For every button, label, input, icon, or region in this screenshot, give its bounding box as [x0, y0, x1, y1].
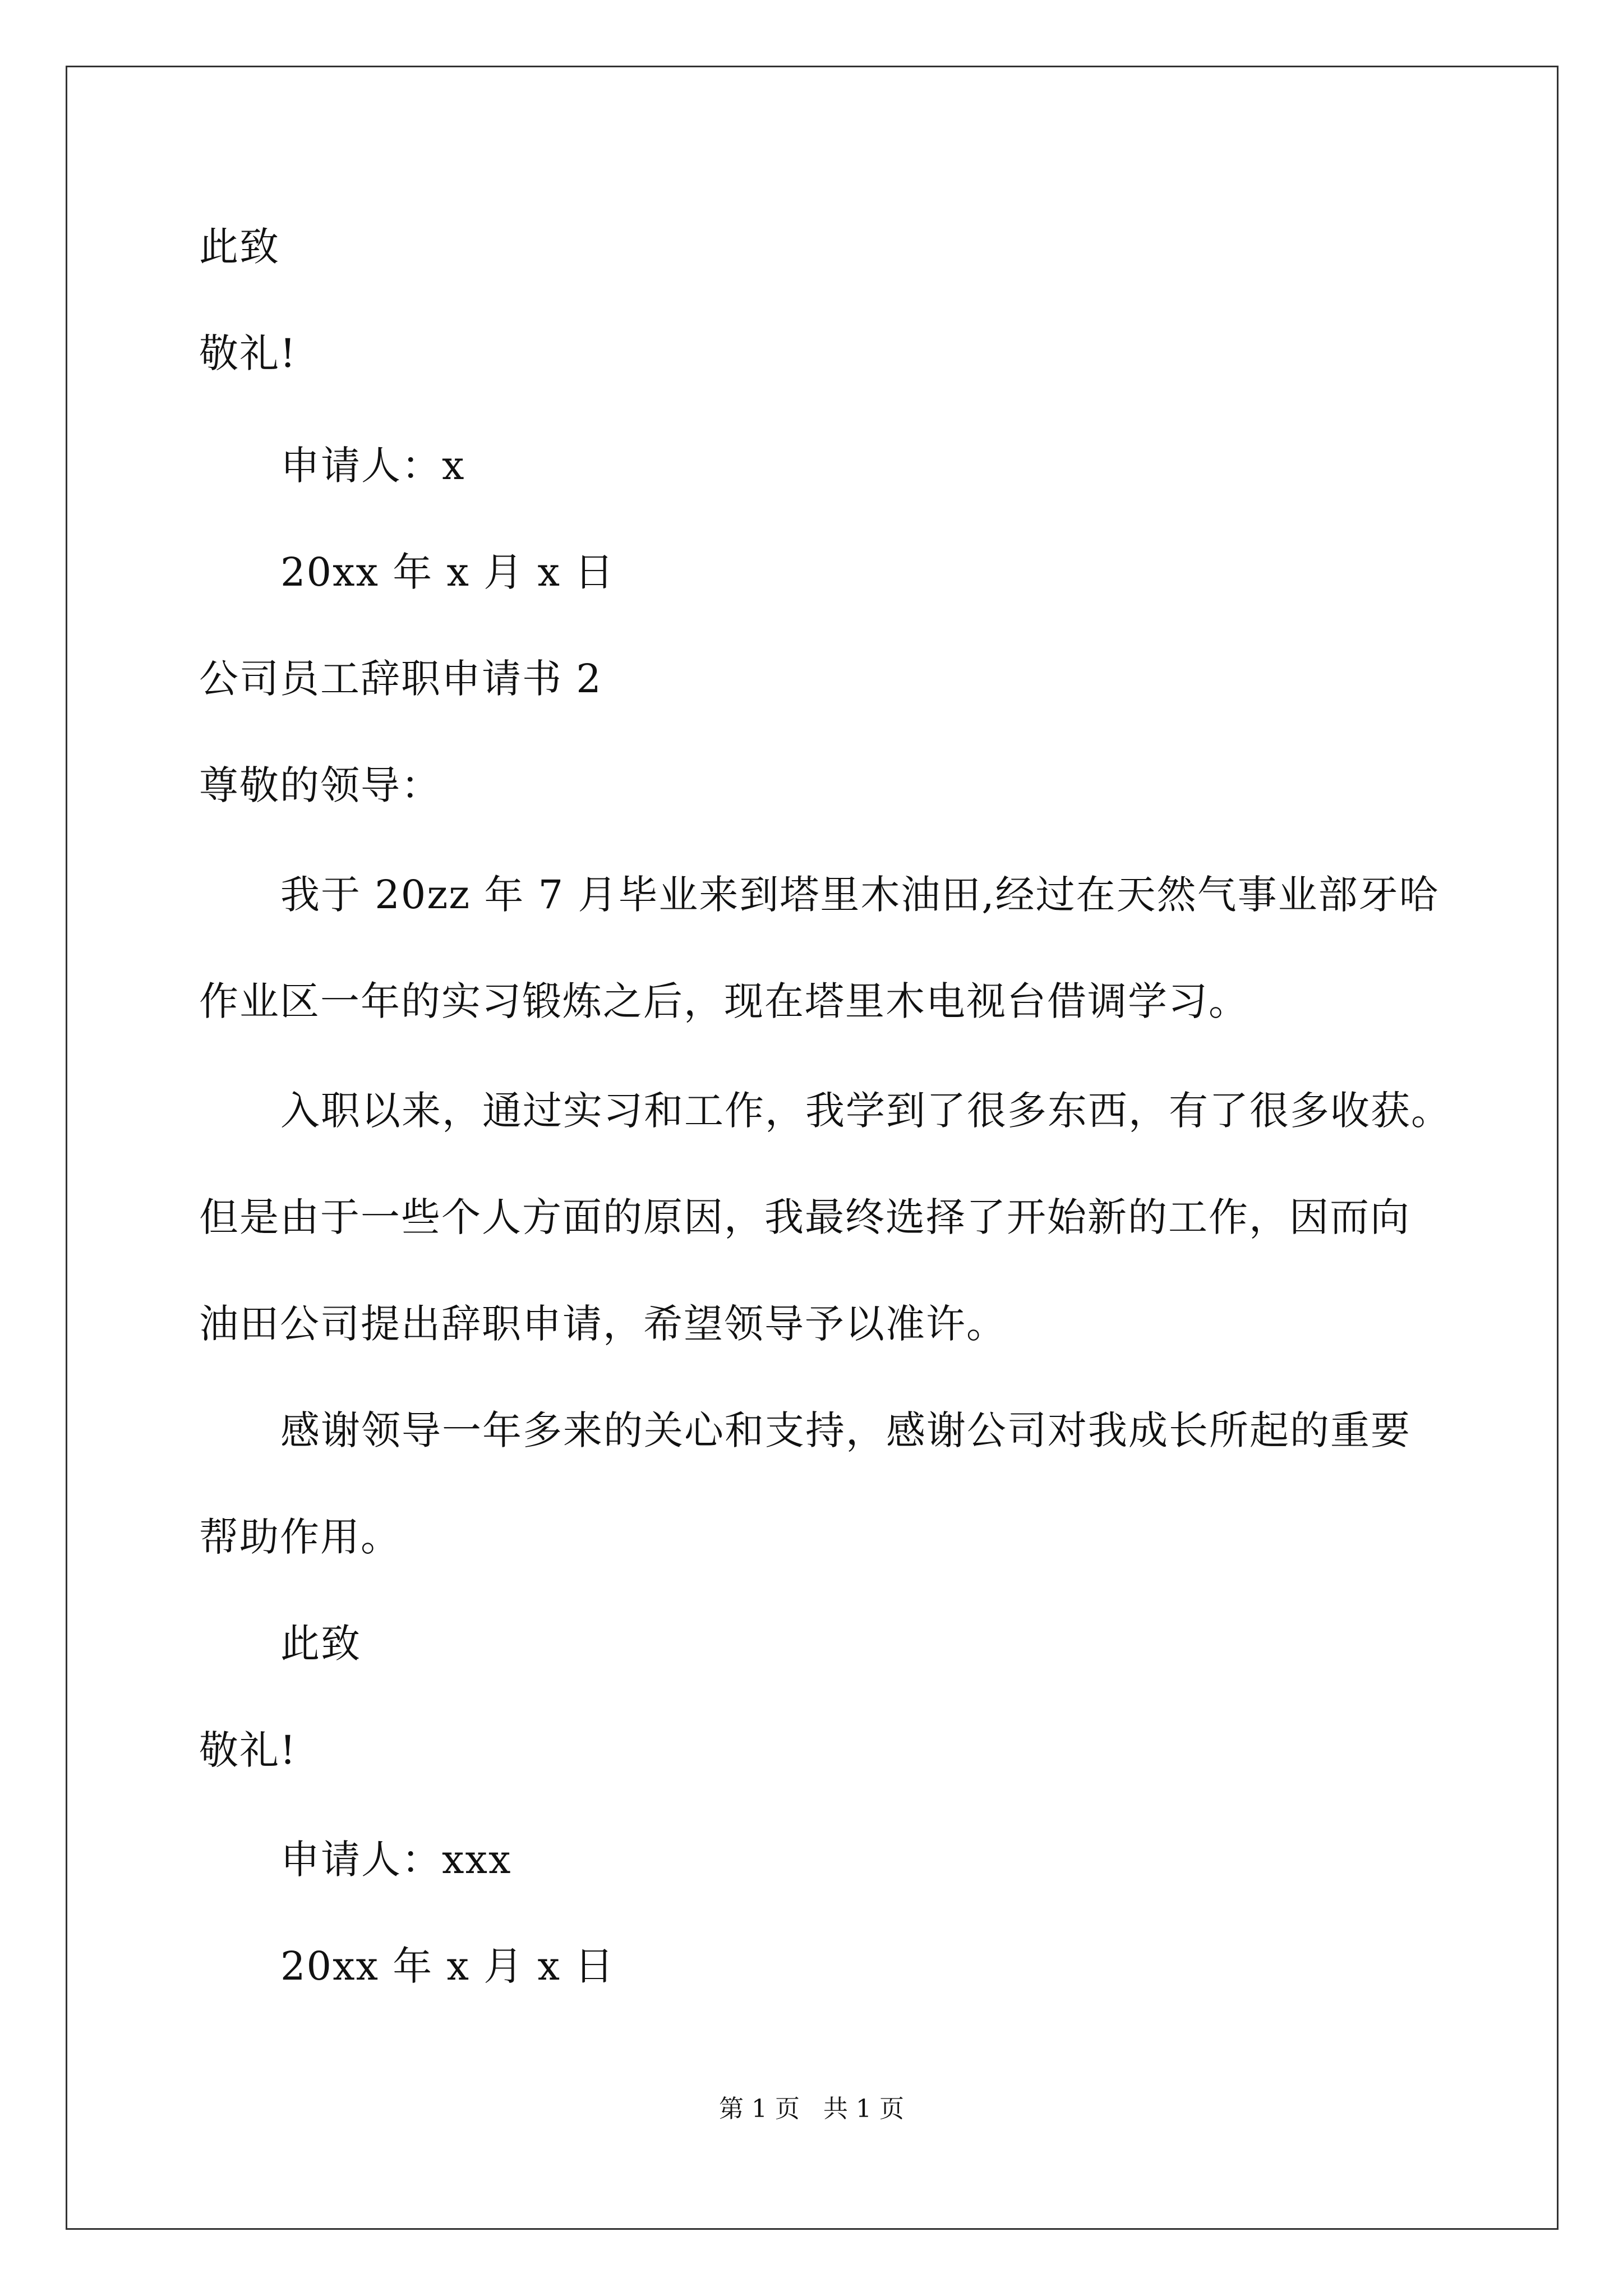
page-border	[66, 66, 1559, 2230]
page-footer: 第 1 页 共 1 页	[719, 2095, 904, 2123]
greeting: 尊敬的领导：	[199, 762, 441, 808]
paragraph-line: 感谢领导一年多来的关心和支持，感谢公司对我成长所起的重要	[280, 1407, 1411, 1453]
paragraph-line: 帮助作用。	[199, 1514, 401, 1560]
paragraph-line: 但是由于一些个人方面的原因，我最终选择了开始新的工作，因而向	[199, 1194, 1410, 1240]
date-line: 20xx 年 x 月 x 日	[280, 1943, 615, 1989]
applicant-line: 申请人：x	[280, 443, 465, 489]
closing-respect: 敬礼!	[199, 1727, 297, 1773]
closing-salutation: 此致	[199, 224, 280, 270]
paragraph-line: 入职以来，通过实习和工作，我学到了很多东西，有了很多收获。	[280, 1088, 1451, 1134]
paragraph-line: 油田公司提出辞职申请，希望领导予以准许。	[199, 1301, 1007, 1347]
applicant-line: 申请人：xxx	[280, 1837, 512, 1883]
date-line: 20xx 年 x 月 x 日	[280, 549, 615, 595]
closing-respect: 敬礼!	[199, 330, 297, 376]
paragraph-line: 作业区一年的实习锻炼之后，现在塔里木电视台借调学习。	[199, 978, 1249, 1024]
paragraph-line: 我于 20zz 年 7 月毕业来到塔里木油田,经过在天然气事业部牙哈	[280, 872, 1440, 918]
section-title: 公司员工辞职申请书 2	[199, 656, 602, 702]
closing-salutation: 此致	[280, 1621, 361, 1667]
